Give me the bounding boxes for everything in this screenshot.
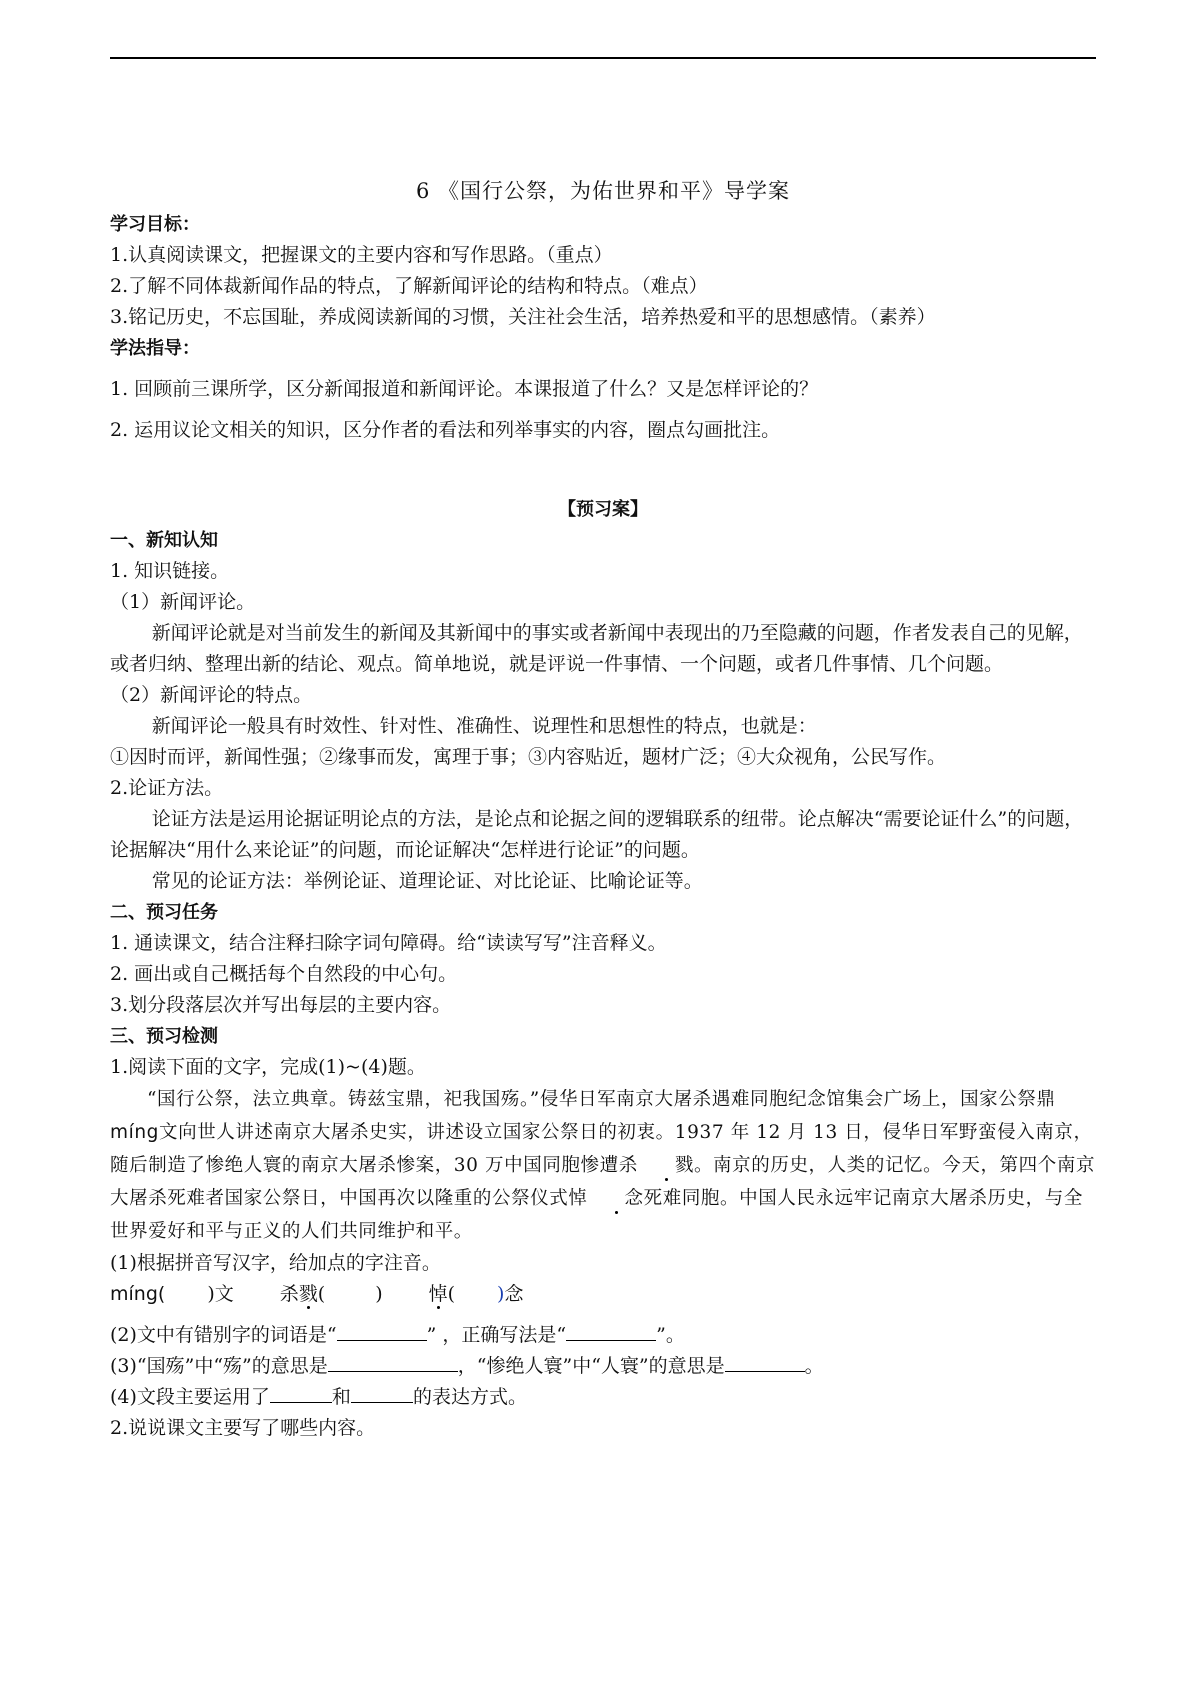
word3-open: ( bbox=[447, 1283, 456, 1305]
blank-wrong-word[interactable] bbox=[337, 1320, 427, 1341]
blank-renhuan-meaning[interactable] bbox=[725, 1351, 805, 1372]
section2-item-3: 3.划分段落层次并写出每层的主要内容。 bbox=[110, 994, 452, 1016]
section1-sub1: 1. 知识链接。 bbox=[110, 560, 230, 582]
passage-emphasized-char-2: 念 bbox=[588, 1182, 644, 1215]
section1-para2: 新闻评论一般具有时效性、针对性、准确性、说理性和思想性的特点，也就是： bbox=[151, 715, 817, 737]
section1-sub1-2: （2）新闻评论的特点。 bbox=[110, 684, 313, 706]
section2-heading: 二、预习任务 bbox=[110, 902, 218, 923]
q1-3-text-a: (3)“国殇”中“殇”的意思是 bbox=[110, 1355, 328, 1377]
objective-1: 1.认真阅读课文，把握课文的主要内容和写作思路。（重点） bbox=[110, 244, 613, 266]
passage-emphasized-char-1: 戮 bbox=[638, 1149, 694, 1182]
section3-heading: 三、预习检测 bbox=[110, 1026, 218, 1047]
passage-part-a: “国行公祭，法立典章。铸兹宝鼎，祀我国殇。”侵华日军南京大屠杀遇难同胞纪念馆集会广场上，国家公祭鼎 bbox=[147, 1089, 1056, 1110]
objective-2: 2.了解不同体裁新闻作品的特点，了解新闻评论的结构和特点。（难点） bbox=[110, 275, 708, 297]
word2-emphasized-char: 戮 bbox=[299, 1279, 318, 1310]
section2-item-2: 2. 画出或自己概括每个自然段的中心句。 bbox=[110, 963, 458, 985]
objectives-heading: 学习目标： bbox=[110, 214, 200, 235]
q1-2-text-b: ” ，正确写法是“ bbox=[426, 1324, 567, 1346]
question-1-2 bbox=[110, 1320, 1096, 1351]
method-heading: 学法指导： bbox=[110, 338, 200, 359]
question-1-1: (1)根据拼音写汉字，给加点的字注音。 bbox=[110, 1252, 441, 1274]
section1-sub1-1: （1）新闻评论。 bbox=[110, 591, 256, 613]
preview-title: 【预习案】 bbox=[558, 499, 648, 520]
passage-part-b: 文向世人讲述南京大屠杀史实，讲述设立国家公祭日的初衷。1937 年 12 月 13 日，侵华日军野蛮侵入南京，随后制造了惨绝人寰的南京大屠杀惨案，30 万中国同胞惨遭杀 bbox=[110, 1122, 1093, 1176]
document-content bbox=[110, 176, 1096, 1444]
q1-4-text-b: 和 bbox=[331, 1386, 351, 1408]
section2-item-1: 1. 通读课文，结合注释扫除字词句障碍。给“读读写写”注音释义。 bbox=[110, 932, 667, 954]
header-rule bbox=[110, 57, 1096, 59]
section1-para3: ①因时而评，新闻性强；②缘事而发，寓理于事；③内容贴近，题材广泛；④大众视角，公民写作。 bbox=[110, 746, 947, 768]
objective-3: 3.铭记历史，不忘国耻，养成阅读新闻的习惯，关注社会生活，培养热爱和平的思想感情。（素养） bbox=[110, 306, 936, 328]
word2-open: ( bbox=[317, 1283, 326, 1305]
passage-pinyin: míng bbox=[110, 1122, 160, 1143]
section1-sub2: 2.论证方法。 bbox=[110, 777, 224, 799]
passage-part-d: 死难同胞。中国人民永远牢记南京大屠杀历史，与全世界爱好和平与正义的人们共同维护和平。 bbox=[110, 1188, 1083, 1242]
blank-expression-2[interactable] bbox=[351, 1382, 413, 1403]
word3-emphasized-char: 悼 bbox=[429, 1279, 448, 1310]
blank-correct-word[interactable] bbox=[566, 1320, 656, 1341]
word3-suffix: 念 bbox=[504, 1283, 524, 1305]
q1-2-text-a: (2)文中有错别字的词语是“ bbox=[110, 1324, 337, 1346]
q1-4-text-c: 的表达方式。 bbox=[412, 1386, 527, 1408]
section1-para5: 常见的论证方法：举例论证、道理论证、对比论证、比喻论证等。 bbox=[151, 870, 703, 892]
word3-close: ) bbox=[497, 1283, 505, 1305]
document-title: 6 《国行公祭，为佑世界和平》导学案 bbox=[415, 179, 791, 203]
method-2: 2. 运用议论文相关的知识，区分作者的看法和列举事实的内容，圈点勾画批注。 bbox=[110, 419, 781, 441]
question-2: 2.说说课文主要写了哪些内容。 bbox=[110, 1417, 376, 1439]
q1-3-text-c: 。 bbox=[804, 1355, 824, 1377]
section1-para4: 论证方法是运用论据证明论点的方法，是论点和论据之间的逻辑联系的纽带。论点解决“需要论证什么”的问题，论据解决“用什么来论证”的问题，而论证解决“怎样进行论证”的问题。 bbox=[110, 808, 1084, 861]
q1-3-text-b: ，“惨绝人寰”中“人寰”的意思是 bbox=[457, 1355, 725, 1377]
question-1-1-answers bbox=[110, 1279, 1096, 1310]
section1-heading: 一、新知认知 bbox=[110, 530, 218, 551]
method-1: 1. 回顾前三课所学，区分新闻报道和新闻评论。本课报道了什么？又是怎样评论的？ bbox=[110, 378, 819, 400]
blank-shang-meaning[interactable] bbox=[328, 1351, 458, 1372]
pinyin-prompt-close: )文 bbox=[207, 1283, 234, 1305]
pinyin-prompt-open: míng( bbox=[110, 1283, 166, 1305]
word2-prefix: 杀 bbox=[279, 1283, 299, 1305]
section1-para1: 新闻评论就是对当前发生的新闻及其新闻中的事实或者新闻中表现出的乃至隐藏的问题，作者发表自己的见解，或者归纳、整理出新的结论、观点。简单地说，就是评说一件事情、一个问题，或者几件事情、几个问题。 bbox=[110, 622, 1083, 675]
word2-close: ) bbox=[375, 1283, 383, 1305]
question-1-4 bbox=[110, 1382, 1096, 1413]
question-1: 1.阅读下面的文字，完成(1)~(4)题。 bbox=[110, 1056, 426, 1078]
blank-expression-1[interactable] bbox=[270, 1382, 332, 1403]
question-1-3 bbox=[110, 1351, 1096, 1382]
passage-part-c: 。南京的历史，人类的记忆。今天，第四个南京大屠杀死难者国家公祭日，中国再次以隆重的公祭仪式悼 bbox=[110, 1155, 1096, 1209]
q1-2-text-c: ”。 bbox=[656, 1324, 685, 1346]
reading-passage bbox=[110, 1083, 1096, 1248]
q1-4-text-a: (4)文段主要运用了 bbox=[110, 1386, 270, 1408]
